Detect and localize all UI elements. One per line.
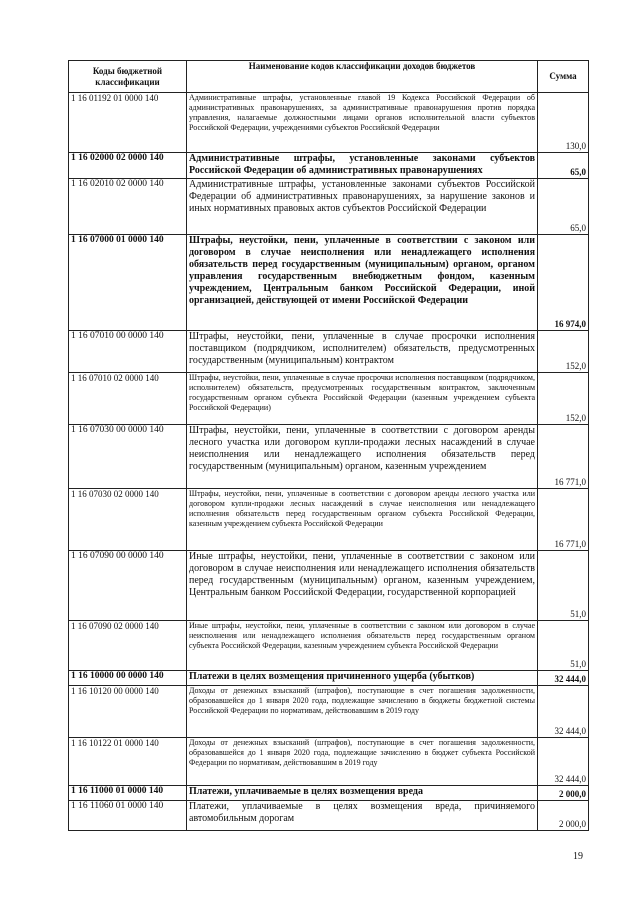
table-row [69,235,589,331]
row-name: Доходы от денежных взысканий (штрафов), поступающие в счет погашения задолженности, образовавшейся до 1 января 2020 года, подлежащие зачислению в бюджет субъекта Российской Федерации по нормативам, действовавшим в 2019 году [187,738,538,786]
row-sum: 65,0 [538,179,589,235]
row-code: 1 16 10120 00 0000 140 [69,686,187,738]
table-row [69,331,589,373]
table-row [69,179,589,235]
row-name: Платежи, уплачиваемые в целях возмещения вреда [187,786,538,801]
row-sum: 2 000,0 [538,801,589,831]
row-name: Административные штрафы, установленные главой 19 Кодекса Российской Федерации об административных правонарушениях, за административные правонарушения против порядка управления, налагаемые должностными лицами органов исполнительной власти субъектов Российской Федерации, учреждениями субъектов Российской Федерации [187,93,538,153]
table-row [69,551,589,621]
row-sum: 152,0 [538,331,589,373]
row-name: Штрафы, неустойки, пени, уплаченные в соответствии с договором аренды лесного участка или договором купли-продажи лесных насаждений в случае неисполнения или ненадлежащего исполнения обязательств перед государственным (муниципальным) органом, казенным учреждением [187,425,538,489]
row-name: Штрафы, неустойки, пени, уплаченные в случае просрочки исполнения поставщиком (подрядчиком, исполнителем) обязательств, предусмотренных государственным (муниципальным) контрактом [187,331,538,373]
row-name: Платежи в целях возмещения причиненного ущерба (убытков) [187,671,538,686]
row-name: Административные штрафы, установленные законами субъектов Российской Федерации об административных правонарушениях [187,153,538,179]
row-name: Штрафы, неустойки, пени, уплаченные в случае просрочки исполнения поставщиком (подрядчиком, исполнителем) обязательств, предусмотренных государственным контрактом, заключенным государственным органом субъекта Российской Федерации (казенным учреждением субъекта Российской Федерации) [187,373,538,425]
row-code: 1 16 07010 00 0000 140 [69,331,187,373]
row-sum: 16 771,0 [538,489,589,551]
table-row [69,621,589,671]
table-row [69,425,589,489]
row-name: Штрафы, неустойки, пени, уплаченные в соответствии с законом или договором в случае неисполнения или ненадлежащего исполнения обязательств перед государственным (муниципальным) органом, органом управления государственным внебюджетным фондом, казенным учреждением, Центральным банком Российской Федерации, иной организацией, действующей от имени Российской Федерации [187,235,538,331]
header-sum: Сумма [538,61,589,93]
row-code: 1 16 07000 01 0000 140 [69,235,187,331]
row-code: 1 16 07030 02 0000 140 [69,489,187,551]
row-name: Платежи, уплачиваемые в целях возмещения вреда, причиняемого автомобильным дорогам [187,801,538,831]
row-name: Доходы от денежных взысканий (штрафов), поступающие в счет погашения задолженности, образовавшейся до 1 января 2020 года, подлежащие зачислению в бюджеты бюджетной системы Российской Федерации по нормативам, действовавшим в 2019 году [187,686,538,738]
table-row [69,786,589,801]
table-row [69,671,589,686]
table-row [69,686,589,738]
row-code: 1 16 10000 00 0000 140 [69,671,187,686]
row-sum: 65,0 [538,153,589,179]
table-row [69,489,589,551]
header-code: Коды бюджетной классификации [69,61,187,93]
table-row [69,738,589,786]
row-code: 1 16 07090 02 0000 140 [69,621,187,671]
row-sum: 2 000,0 [538,786,589,801]
row-name: Административные штрафы, установленные законами субъектов Российской Федерации об административных правонарушениях, за нарушение законов и иных нормативных правовых актов субъектов Российской Федерации [187,179,538,235]
row-code: 1 16 11060 01 0000 140 [69,801,187,831]
header-name: Наименование кодов классификации доходов бюджетов [187,61,538,93]
row-name: Штрафы, неустойки, пени, уплаченные в соответствии с договором аренды лесного участка или договором купли-продажи лесных насаждений в случае неисполнения или ненадлежащего исполнения обязательств перед государственным органом субъекта Российской Федерации, казенным учреждением субъекта Российской Федерации [187,489,538,551]
row-sum: 51,0 [538,621,589,671]
table-row [69,153,589,179]
row-code: 1 16 10122 01 0000 140 [69,738,187,786]
row-sum: 130,0 [538,93,589,153]
row-code: 1 16 11000 01 0000 140 [69,786,187,801]
row-sum: 32 444,0 [538,686,589,738]
table-header-row [69,61,589,93]
budget-table [68,60,589,831]
table-row [69,373,589,425]
row-code: 1 16 07090 00 0000 140 [69,551,187,621]
row-sum: 16 771,0 [538,425,589,489]
row-code: 1 16 02010 02 0000 140 [69,179,187,235]
page-number: 19 [573,851,583,862]
row-name: Иные штрафы, неустойки, пени, уплаченные в соответствии с законом или договором в случае неисполнения или ненадлежащего исполнения обязательств перед государственным (муниципальным) органом, казенным учреждением, Центральным банком Российской Федерации, государственной корпорацией [187,551,538,621]
row-sum: 32 444,0 [538,671,589,686]
row-sum: 51,0 [538,551,589,621]
row-code: 1 16 07010 02 0000 140 [69,373,187,425]
table-row [69,801,589,831]
row-sum: 32 444,0 [538,738,589,786]
row-name: Иные штрафы, неустойки, пени, уплаченные в соответствии с законом или договором в случае неисполнения или ненадлежащего исполнения обязательств перед государственным органом субъекта Российской Федерации, казенным учреждением субъекта Российской Федерации [187,621,538,671]
row-code: 1 16 02000 02 0000 140 [69,153,187,179]
row-code: 1 16 07030 00 0000 140 [69,425,187,489]
row-code: 1 16 01192 01 0000 140 [69,93,187,153]
row-sum: 152,0 [538,373,589,425]
row-sum: 16 974,0 [538,235,589,331]
table-row [69,93,589,153]
